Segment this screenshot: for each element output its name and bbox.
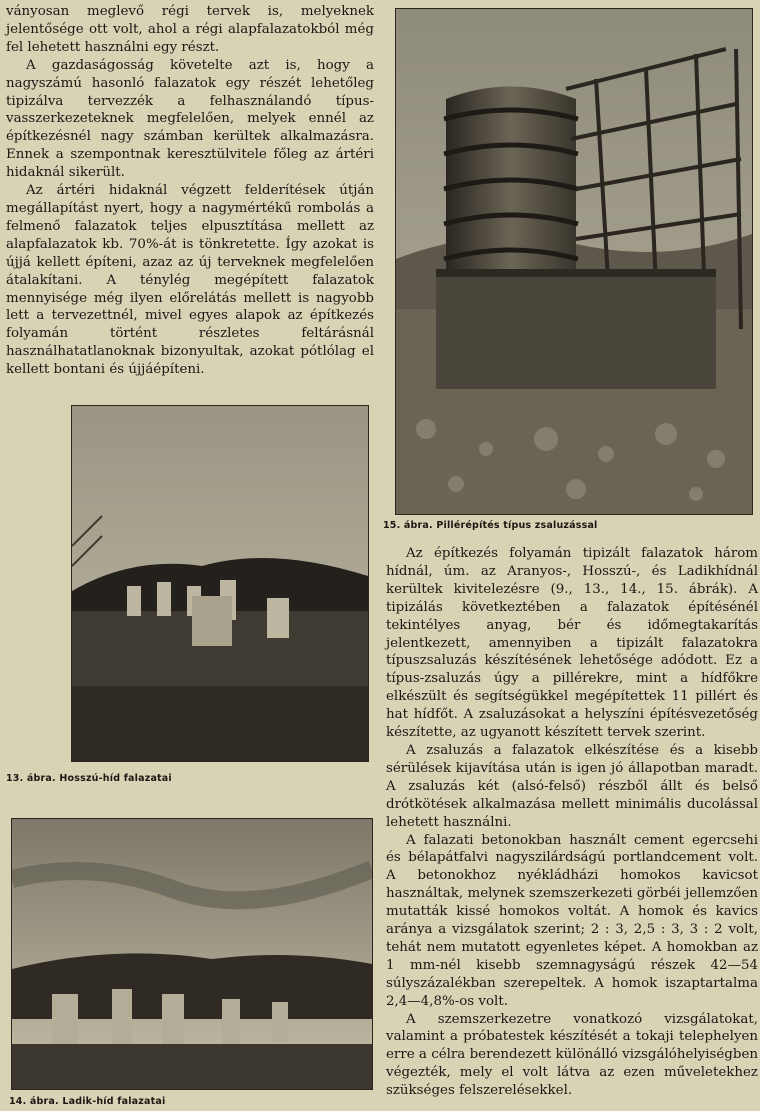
paragraph: ványosan meglevő régi tervek is, melyeknek jelentősége ott volt, ahol a régi alapfalazatokból még fel lehetett használni egy részt. [6, 4, 374, 55]
figure-15-caption: 15. ábra. Pillérépítés típus zsaluzással [383, 520, 598, 531]
paragraph: A falazati betonokban használt cement egercsehi és bélapátfalvi nagyszilárdságú portlandcement volt. A betonokhoz nyékládházi homokos kavicsot használtak, melynek szemszerkezeti görbéi jellemzően mutatták kissé homokos voltát. A homok és kavics aránya a vizsgálatok szerint; 2 : 3, 2,5 : 3, 3 : 2 volt, tehát nem mutatott egyenletes képet. A homokban az 1 mm-nél kisebb szemnagyságú részek 42—54 súlyszázalékban szerepeltek. A homok iszaptartalma 2,4—4,8%-os volt. [386, 832, 758, 1009]
right-text-column [386, 545, 758, 1100]
figure-13-photo [71, 405, 369, 762]
paragraph: A szemszerkezetre vonatkozó vizsgálatokat, valamint a próbatestek készítését a tokaji telephelyen erre a célra berendezett különálló vizsgálóhelyiségben végezték, mely el volt látva az ezen műveletekhez szükséges felszerelésekkel. [386, 1011, 758, 1099]
figure-14-photo [11, 818, 373, 1090]
paragraph: A gazdaságosság követelte azt is, hogy a nagyszámú hasonló falazatok egy részét lehetőleg tipizálva tervezzék a felhasználandó típus-vasszerkezeteknek megfelelően, melyek ennél az építkezésnél nagy számban kerültek alkalmazásra. Ennek a szempontnak keresztülvitele főleg az ártéri hidaknál sikerült. [6, 57, 374, 181]
figure-14-caption: 14. ábra. Ladik-híd falazatai [9, 1096, 166, 1107]
paragraph: Az ártéri hidaknál végzett felderítések útján megállapítást nyert, hogy a nagymértékű rombolás a felmenő falazatok teljes elpusztítása mellett az alapfalazatok kb. 70%-át is tönkretette. Így azokat is újjá kellett építeni, azaz az új terveknek megfelelően átalakítani. A ténylég megépített falazatok mennyisége még ilyen előrelátás mellett is nagyobb lett a tervezettnél, mivel egyes alapok az építkezés folyamán történt részletes feltárásnál használhatatlanoknak bizonyultak, azokat pótlólag el kellett bontani és újjáépíteni. [6, 183, 374, 378]
figure-13-caption: 13. ábra. Hosszú-híd falazatai [6, 773, 172, 784]
paragraph: A zsaluzás a falazatok elkészítése és a kisebb sérülések kijavítása után is igen jó állapotban maradt. A zsaluzás két (alsó-felső) részből állt és belső drótkötések alkalmazása mellett minimális ducolással lehetett használni. [386, 742, 758, 830]
paragraph: Az építkezés folyamán tipizált falazatok három hídnál, úm. az Aranyos-, Hosszú-, és Ladikhídnál kerültek kivitelezésre (9., 13., 14., 15. ábrák). A tipizálás következtében a falazatok építésénél tekintélyes anyag, bér és időmegtakarítás jelentkezett, amennyiben a tipizált falazatokra típuszsaluzás készítésének lehetősége adódott. Ez a típus-zsaluzás úgy a pillérekre, mint a hídfőkre elkészült és segítségükkel megépítettek 11 pillért és hat hídfőt. A zsaluzásokat a helyszíni építésvezetőség készítette, az ugyanott készített tervek szerint. [386, 546, 758, 741]
left-text-column [6, 3, 374, 379]
figure-15-photo [395, 8, 753, 515]
